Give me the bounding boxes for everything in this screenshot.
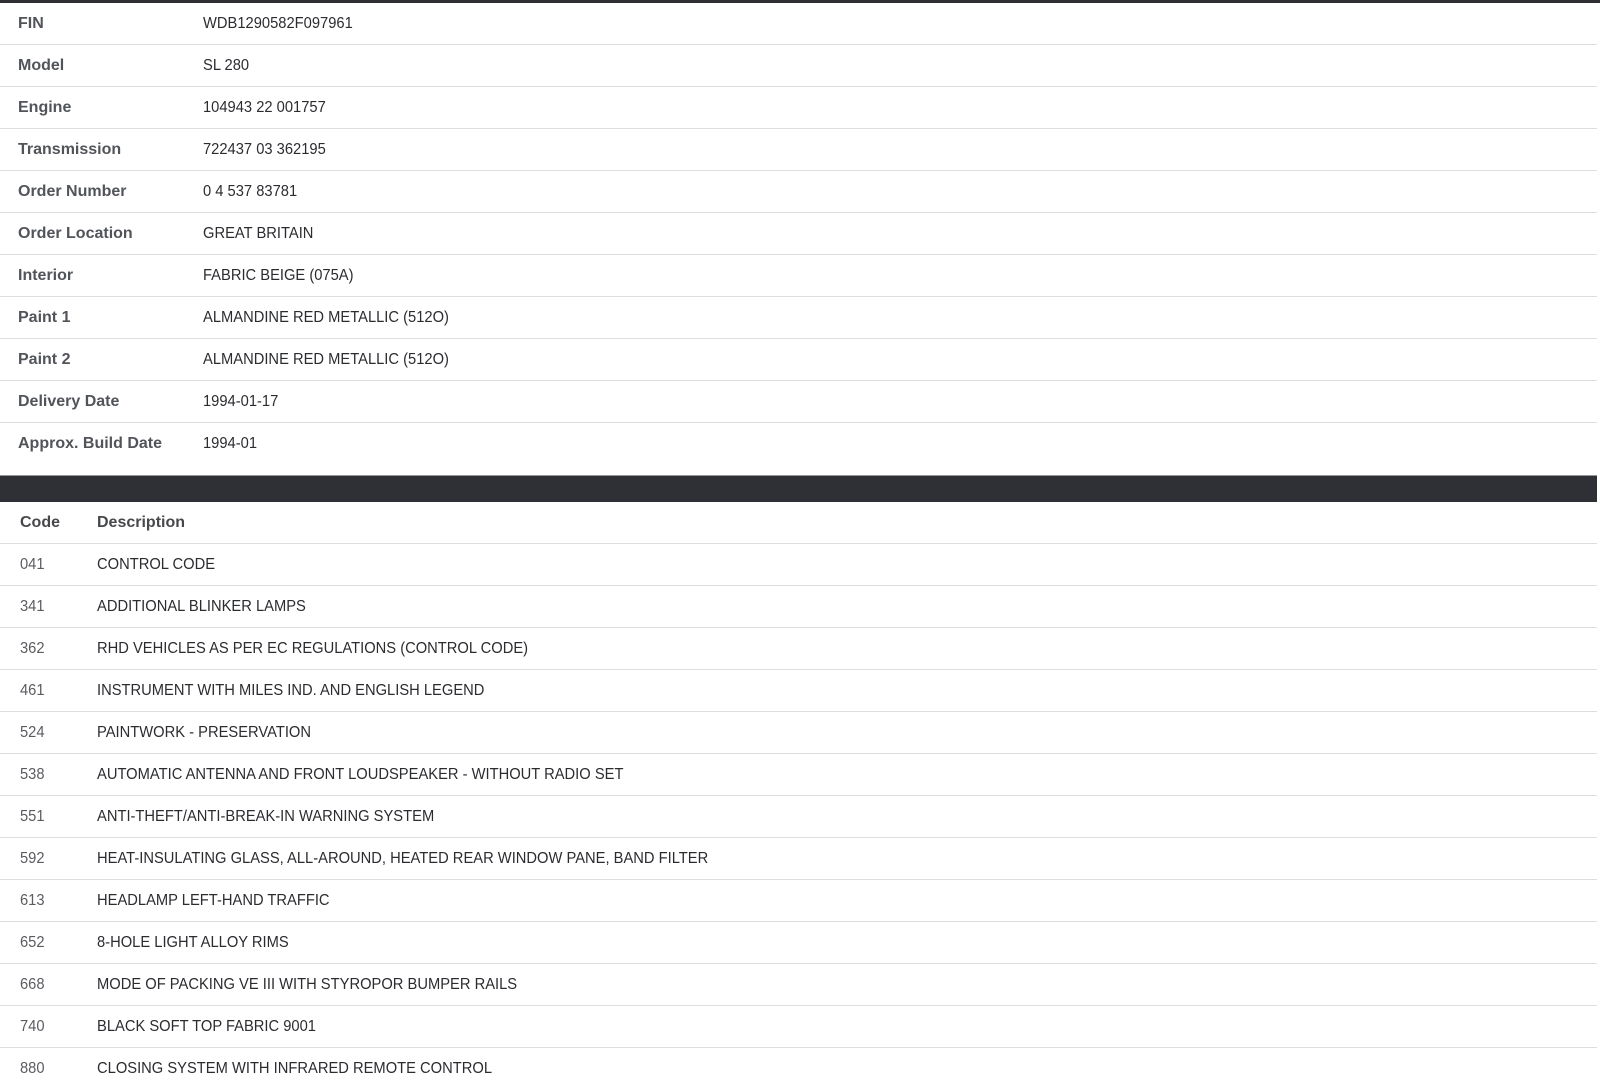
equipment-codes-table — [0, 502, 1597, 1090]
code-cell: 362 — [20, 639, 45, 657]
spec-row-paint-1 — [0, 297, 1597, 339]
code-row — [0, 796, 1597, 838]
code-cell: 592 — [20, 849, 45, 867]
spec-label: Engine — [18, 98, 72, 116]
code-cell: 551 — [20, 807, 45, 825]
code-cell: 524 — [20, 723, 45, 741]
code-cell: 538 — [20, 765, 45, 783]
description-column-header: Description — [97, 513, 186, 531]
spec-label: Approx. Build Date — [18, 435, 163, 452]
spec-value: ALMANDINE RED METALLIC (512O) — [203, 308, 449, 326]
spec-row-delivery-date — [0, 381, 1597, 423]
spec-value: WDB1290582F097961 — [203, 14, 353, 32]
spec-row-fin — [0, 3, 1597, 45]
spec-value: GREAT BRITAIN — [203, 224, 314, 242]
spec-value: SL 280 — [203, 56, 250, 74]
description-cell: ADDITIONAL BLINKER LAMPS — [97, 597, 306, 615]
code-cell: 613 — [20, 891, 45, 909]
codes-header-row — [0, 502, 1597, 544]
spec-value: 1994-01 — [203, 435, 258, 452]
description-cell: CONTROL CODE — [97, 555, 216, 573]
code-row — [0, 544, 1597, 586]
description-cell: MODE OF PACKING VE III WITH STYROPOR BUMPER RAILS — [97, 975, 518, 993]
vehicle-spec-table — [0, 3, 1597, 465]
spec-row-approx-build-date — [0, 423, 1597, 465]
spec-label: Model — [18, 56, 65, 74]
spec-row-interior — [0, 255, 1597, 297]
spec-row-order-location — [0, 213, 1597, 255]
section-divider-bar — [0, 475, 1597, 502]
code-row — [0, 838, 1597, 880]
spec-label: Interior — [18, 266, 74, 284]
description-cell: INSTRUMENT WITH MILES IND. AND ENGLISH LEGEND — [97, 681, 485, 699]
description-cell: BLACK SOFT TOP FABRIC 9001 — [97, 1017, 316, 1035]
spec-label: Order Number — [18, 182, 127, 200]
spec-value: 722437 03 362195 — [203, 140, 326, 158]
code-row — [0, 1006, 1597, 1048]
spec-row-engine — [0, 87, 1597, 129]
spec-label: Transmission — [18, 140, 122, 158]
description-cell: HEADLAMP LEFT-HAND TRAFFIC — [97, 891, 330, 909]
spec-label: Paint 2 — [18, 350, 71, 368]
spec-row-model — [0, 45, 1597, 87]
description-cell: CLOSING SYSTEM WITH INFRARED REMOTE CONTROL — [97, 1060, 493, 1077]
spec-row-order-number — [0, 171, 1597, 213]
description-cell: AUTOMATIC ANTENNA AND FRONT LOUDSPEAKER - WITHOUT RADIO SET — [97, 765, 624, 783]
spec-value: FABRIC BEIGE (075A) — [203, 266, 354, 284]
code-row — [0, 586, 1597, 628]
spec-value: 0 4 537 83781 — [203, 182, 298, 200]
description-cell: 8-HOLE LIGHT ALLOY RIMS — [97, 933, 289, 951]
spec-row-transmission — [0, 129, 1597, 171]
code-cell: 668 — [20, 975, 45, 993]
code-row — [0, 712, 1597, 754]
code-column-header: Code — [20, 513, 60, 531]
description-cell: PAINTWORK - PRESERVATION — [97, 723, 312, 741]
spec-value: 1994-01-17 — [203, 392, 279, 410]
spec-value: ALMANDINE RED METALLIC (512O) — [203, 350, 449, 368]
spec-label: Delivery Date — [18, 392, 120, 410]
code-row — [0, 670, 1597, 712]
code-row — [0, 628, 1597, 670]
code-cell: 880 — [20, 1060, 45, 1077]
code-cell: 740 — [20, 1017, 45, 1035]
description-cell: HEAT-INSULATING GLASS, ALL-AROUND, HEATED REAR WINDOW PANE, BAND FILTER — [97, 849, 709, 867]
code-row — [0, 922, 1597, 964]
code-row — [0, 880, 1597, 922]
spec-value: 104943 22 001757 — [203, 98, 326, 116]
code-cell: 461 — [20, 681, 45, 699]
spec-label: Order Location — [18, 224, 133, 242]
spec-label: FIN — [18, 14, 44, 32]
code-row — [0, 754, 1597, 796]
code-cell: 341 — [20, 597, 45, 615]
description-cell: ANTI-THEFT/ANTI-BREAK-IN WARNING SYSTEM — [97, 807, 435, 825]
spec-label: Paint 1 — [18, 308, 71, 326]
code-row — [0, 1048, 1597, 1090]
description-cell: RHD VEHICLES AS PER EC REGULATIONS (CONTROL CODE) — [97, 639, 529, 657]
spec-row-paint-2 — [0, 339, 1597, 381]
code-row — [0, 964, 1597, 1006]
code-cell: 652 — [20, 933, 45, 951]
code-cell: 041 — [20, 555, 45, 573]
